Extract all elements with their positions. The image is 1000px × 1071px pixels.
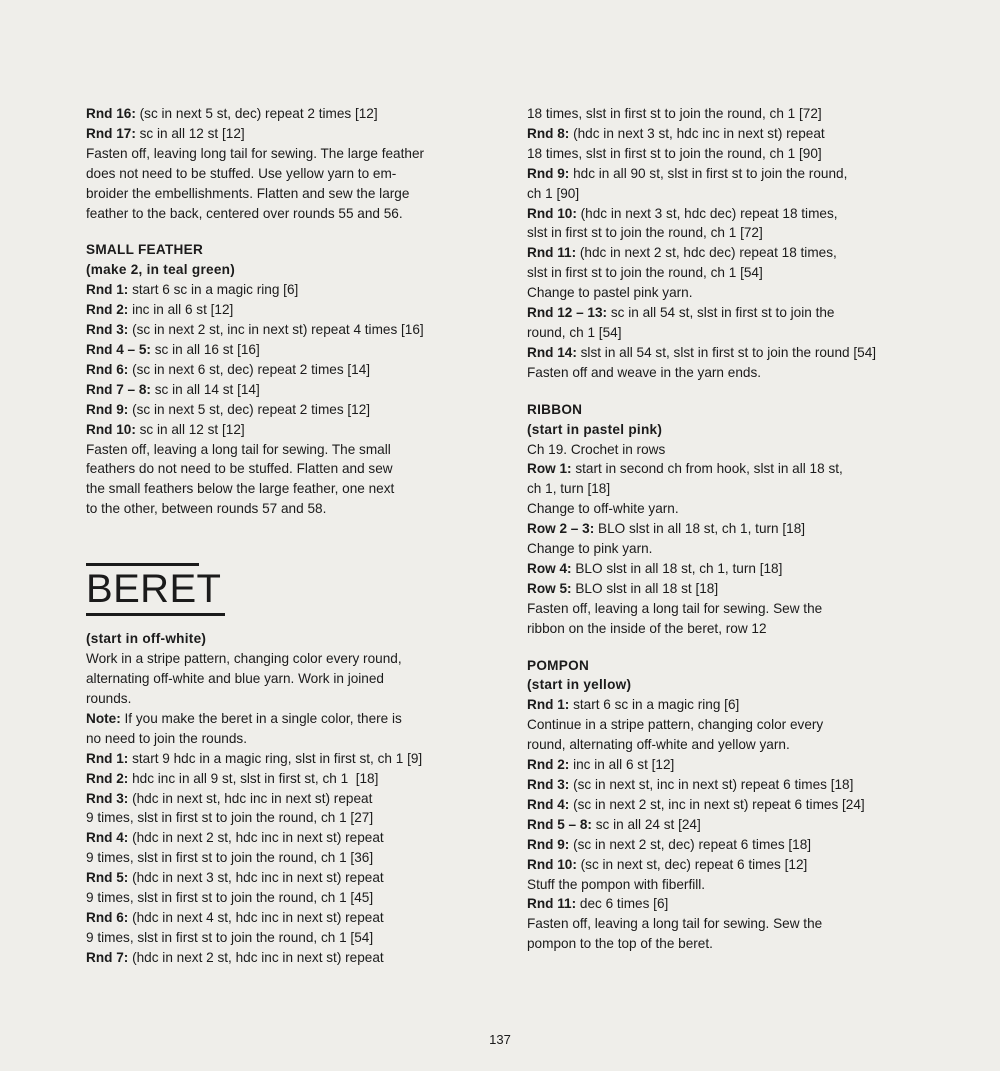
instruction-label: Note:	[86, 710, 121, 726]
instruction-text: Work in a stripe pattern, changing color every round,	[86, 651, 402, 667]
instruction-text: BLO slst in all 18 st, ch 1, turn [18]	[594, 521, 806, 537]
instruction-label: Rnd 16:	[86, 106, 136, 121]
instruction-line	[527, 894, 914, 914]
instruction-line	[86, 104, 473, 124]
instruction-line	[527, 164, 914, 184]
instruction-line	[86, 769, 473, 789]
small-feather-instructions	[86, 280, 473, 519]
instruction-line	[86, 808, 473, 828]
instruction-text: (sc in next st, dec) repeat 6 times [12]	[576, 856, 808, 872]
instruction-text: start 9 hdc in a magic ring, slst in first st, ch 1 [9]	[128, 750, 423, 766]
instruction-label: Rnd 5 – 8:	[527, 816, 592, 832]
instruction-label: Rnd 5:	[86, 870, 129, 886]
pompon-instructions	[527, 695, 914, 954]
instruction-label: Rnd 14:	[527, 344, 577, 360]
instruction-line	[527, 204, 914, 224]
instruction-text: (sc in next 2 st, inc in next st) repeat 6 times [24]	[569, 796, 865, 812]
title-rule-top	[86, 563, 199, 566]
instruction-label: Row 2 – 3:	[527, 521, 595, 537]
instruction-line	[86, 164, 473, 184]
instruction-line	[527, 875, 914, 895]
instruction-text: sc in all 54 st, slst in first st to join the	[607, 305, 835, 321]
instruction-line	[86, 340, 473, 360]
instruction-text: (sc in next 5 st, dec) repeat 2 times [12]	[135, 106, 378, 121]
ribbon-subheading: (start in pastel pink)	[527, 421, 663, 437]
spacer	[527, 639, 914, 656]
instruction-line	[527, 559, 914, 579]
instruction-text: (hdc in next 3 st, hdc inc in next st) repeat	[128, 870, 384, 886]
spacer	[86, 616, 473, 629]
instruction-line	[527, 775, 914, 795]
instruction-text: (hdc in next 2 st, hdc dec) repeat 18 times,	[576, 245, 837, 261]
instruction-line	[527, 519, 914, 539]
instruction-label: Rnd 1:	[527, 697, 570, 713]
instruction-label: Row 1:	[527, 461, 572, 477]
instruction-label: Rnd 10:	[86, 421, 136, 437]
instruction-line	[527, 815, 914, 835]
instruction-text: Ch 19. Crochet in rows	[527, 441, 666, 457]
two-column-layout	[86, 104, 914, 968]
pompon-subheading: (start in yellow)	[527, 677, 632, 693]
instruction-line	[86, 789, 473, 809]
right-column	[527, 104, 914, 954]
instruction-line	[86, 300, 473, 320]
instruction-text: 9 times, slst in first st to join the round, ch 1 [36]	[86, 850, 374, 866]
beret-subheading: (start in off-white)	[86, 631, 207, 647]
small-feather-subheading: (make 2, in teal green)	[86, 262, 236, 278]
instruction-text: BLO slst in all 18 st [18]	[571, 580, 719, 596]
instruction-line	[86, 280, 473, 300]
instruction-label: Rnd 9:	[86, 401, 129, 417]
instruction-label: Rnd 11:	[527, 245, 577, 261]
instruction-text: start 6 sc in a magic ring [6]	[128, 282, 299, 298]
instruction-line	[527, 755, 914, 775]
instruction-label: Rnd 3:	[86, 790, 129, 806]
instruction-text: does not need to be stuffed. Use yellow yarn to em-	[86, 165, 397, 181]
instruction-label: Rnd 7 – 8:	[86, 381, 151, 397]
instruction-line	[86, 400, 473, 420]
instruction-line	[86, 124, 473, 144]
instruction-text: round, ch 1 [54]	[527, 324, 622, 340]
instruction-text: (hdc in next 3 st, hdc inc in next st) repeat	[569, 125, 825, 141]
instruction-text: inc in all 6 st [12]	[128, 302, 234, 318]
instruction-line	[86, 184, 473, 204]
instruction-line	[527, 499, 914, 519]
instruction-line	[527, 184, 914, 204]
beret-title: BERET	[86, 568, 225, 616]
instruction-line	[527, 124, 914, 144]
instruction-text: sc in all 12 st [12]	[135, 421, 245, 437]
instruction-line	[527, 440, 914, 460]
instruction-text: Fasten off, leaving long tail for sewing. The large feather	[86, 145, 425, 161]
instruction-line	[86, 440, 473, 460]
instruction-text: hdc in all 90 st, slst in first st to join the round,	[569, 165, 848, 181]
instruction-text: Change to off-white yarn.	[527, 501, 679, 517]
instruction-label: Rnd 6:	[86, 361, 129, 377]
instruction-line	[86, 144, 473, 164]
spacer	[527, 383, 914, 400]
instruction-label: Rnd 17:	[86, 125, 136, 141]
instruction-text: 18 times, slst in first st to join the round, ch 1 [90]	[527, 145, 822, 161]
instruction-text: 9 times, slst in first st to join the round, ch 1 [45]	[86, 890, 374, 906]
instruction-line	[86, 749, 473, 769]
instruction-text: ch 1 [90]	[527, 185, 580, 201]
instruction-text: start 6 sc in a magic ring [6]	[569, 697, 740, 713]
instruction-text: Change to pastel pink yarn.	[527, 285, 693, 301]
instruction-line	[527, 914, 914, 934]
instruction-line	[86, 868, 473, 888]
small-feather-heading: SMALL FEATHER	[86, 242, 204, 258]
instruction-line	[527, 223, 914, 243]
instruction-text: round, alternating off-white and yellow yarn.	[527, 737, 790, 753]
instruction-text: alternating off-white and blue yarn. Work in joined	[86, 671, 384, 687]
instruction-line	[527, 343, 914, 363]
instruction-line	[527, 735, 914, 755]
instruction-line	[527, 715, 914, 735]
instruction-text: (hdc in next 4 st, hdc inc in next st) repeat	[128, 910, 384, 925]
instruction-line	[527, 795, 914, 815]
instruction-text: Fasten off, leaving a long tail for sewing. Sew the	[527, 916, 823, 932]
instruction-label: Rnd 2:	[527, 757, 570, 773]
instruction-text: start in second ch from hook, slst in all 18 st,	[571, 461, 843, 477]
instruction-text: (hdc in next st, hdc inc in next st) repeat	[128, 790, 373, 806]
instruction-text: Continue in a stripe pattern, changing color every	[527, 717, 824, 733]
large-feather-ending-block	[86, 104, 473, 223]
page-number: 137	[489, 1032, 511, 1047]
instruction-text: Fasten off, leaving a long tail for sewing. Sew the	[527, 600, 823, 616]
instruction-line	[527, 934, 914, 954]
instruction-line	[527, 539, 914, 559]
instruction-label: Rnd 4:	[86, 830, 129, 846]
instruction-label: Rnd 2:	[86, 302, 129, 318]
instruction-line	[86, 649, 473, 669]
instruction-label: Rnd 4 – 5:	[86, 341, 151, 357]
instruction-text: ribbon on the inside of the beret, row 12	[527, 620, 767, 636]
instruction-label: Rnd 9:	[527, 165, 570, 181]
instruction-line	[527, 579, 914, 599]
instruction-text: (sc in next st, inc in next st) repeat 6 times [18]	[569, 777, 854, 792]
instruction-line	[527, 283, 914, 303]
instruction-line	[527, 695, 914, 715]
instruction-text: rounds.	[86, 691, 132, 707]
instruction-line	[527, 263, 914, 283]
instruction-label: Rnd 7:	[86, 949, 129, 965]
instruction-line	[86, 420, 473, 440]
instruction-line	[86, 320, 473, 340]
instruction-label: Rnd 4:	[527, 796, 570, 812]
instruction-line	[86, 360, 473, 380]
instruction-line	[86, 848, 473, 868]
instruction-text: slst in all 54 st, slst in first st to join the round [54]	[576, 344, 877, 360]
pompon-heading: POMPON	[527, 657, 590, 673]
instruction-text: sc in all 12 st [12]	[135, 125, 245, 141]
instruction-line	[86, 828, 473, 848]
ribbon-instructions	[527, 440, 914, 639]
instruction-line	[86, 380, 473, 400]
instruction-text: (sc in next 2 st, inc in next st) repeat 4 times [16]	[128, 322, 424, 338]
instruction-line	[86, 948, 473, 968]
instruction-label: Rnd 9:	[527, 836, 570, 852]
instruction-line	[527, 835, 914, 855]
left-column	[86, 104, 473, 968]
instruction-text: (sc in next 2 st, dec) repeat 6 times [18]	[569, 836, 812, 852]
spacer	[86, 223, 473, 240]
instruction-text: 9 times, slst in first st to join the round, ch 1 [54]	[86, 929, 374, 945]
instruction-text: slst in first st to join the round, ch 1 [54]	[527, 265, 763, 281]
instruction-label: Rnd 10:	[527, 205, 577, 221]
instruction-label: Rnd 3:	[527, 777, 570, 792]
beret-title-block	[86, 563, 473, 616]
instruction-line	[527, 243, 914, 263]
instruction-text: no need to join the rounds.	[86, 730, 247, 746]
instruction-label: Rnd 10:	[527, 856, 577, 872]
instruction-label: Row 5:	[527, 580, 572, 596]
instruction-text: 18 times, slst in first st to join the round, ch 1 [72]	[527, 106, 822, 121]
instruction-text: sc in all 16 st [16]	[150, 341, 260, 357]
instruction-text: If you make the beret in a single color, there is	[120, 710, 402, 726]
instruction-label: Rnd 12 – 13:	[527, 305, 608, 321]
instruction-text: the small feathers below the large feather, one next	[86, 481, 395, 497]
instruction-label: Rnd 11:	[527, 896, 577, 912]
instruction-text: Fasten off, leaving a long tail for sewing. The small	[86, 441, 391, 457]
instruction-text: Stuff the pompon with fiberfill.	[527, 876, 706, 892]
ribbon-heading: RIBBON	[527, 401, 583, 417]
instruction-line	[86, 459, 473, 479]
instruction-line	[527, 599, 914, 619]
instruction-text: feathers do not need to be stuffed. Flatten and sew	[86, 461, 393, 477]
instruction-text: pompon to the top of the beret.	[527, 936, 713, 952]
instruction-text: sc in all 24 st [24]	[591, 816, 701, 832]
instruction-text: (sc in next 5 st, dec) repeat 2 times [12]	[128, 401, 371, 417]
instruction-label: Rnd 2:	[86, 770, 129, 786]
instruction-text: Fasten off and weave in the yarn ends.	[527, 364, 762, 380]
instruction-line	[86, 689, 473, 709]
instruction-line	[86, 204, 473, 224]
instruction-line	[527, 855, 914, 875]
instruction-text: 9 times, slst in first st to join the round, ch 1 [27]	[86, 810, 374, 826]
instruction-text: slst in first st to join the round, ch 1 [72]	[527, 225, 763, 241]
instruction-line	[86, 479, 473, 499]
instruction-text: BLO slst in all 18 st, ch 1, turn [18]	[571, 560, 783, 576]
instruction-line	[86, 908, 473, 928]
instruction-line	[86, 888, 473, 908]
instruction-line	[527, 323, 914, 343]
instruction-line	[86, 729, 473, 749]
instruction-text: dec 6 times [6]	[576, 896, 669, 912]
instruction-text: hdc inc in all 9 st, slst in first st, ch 1 [18]	[128, 770, 379, 786]
instruction-text: Change to pink yarn.	[527, 541, 653, 557]
instruction-line	[527, 303, 914, 323]
instruction-line	[527, 619, 914, 639]
instruction-label: Rnd 8:	[527, 125, 570, 141]
instruction-text: broider the embellishments. Flatten and sew the large	[86, 185, 410, 201]
instruction-text: ch 1, turn [18]	[527, 481, 611, 497]
instruction-line	[86, 709, 473, 729]
beret-instructions	[86, 649, 473, 968]
instruction-text: sc in all 14 st [14]	[150, 381, 260, 397]
instruction-label: Rnd 1:	[86, 282, 129, 298]
instruction-line	[527, 144, 914, 164]
instruction-text: to the other, between rounds 57 and 58.	[86, 501, 327, 517]
instruction-line	[527, 363, 914, 383]
beret-instructions-continued	[527, 104, 914, 383]
instruction-text: feather to the back, centered over rounds 55 and 56.	[86, 205, 403, 221]
instruction-line	[527, 459, 914, 479]
instruction-line	[86, 928, 473, 948]
instruction-text: (hdc in next 3 st, hdc dec) repeat 18 times,	[576, 205, 838, 221]
instruction-text: (sc in next 6 st, dec) repeat 2 times [14]	[128, 361, 371, 377]
instruction-line	[86, 669, 473, 689]
instruction-label: Rnd 3:	[86, 322, 129, 338]
instruction-text: inc in all 6 st [12]	[569, 757, 675, 773]
instruction-label: Rnd 1:	[86, 750, 129, 766]
instruction-line	[86, 499, 473, 519]
instruction-text: (hdc in next 2 st, hdc inc in next st) repeat	[128, 830, 384, 846]
instruction-line	[527, 479, 914, 499]
instruction-line	[527, 104, 914, 124]
instruction-label: Row 4:	[527, 560, 572, 576]
instruction-label: Rnd 6:	[86, 910, 129, 925]
instruction-text: (hdc in next 2 st, hdc inc in next st) repeat	[128, 949, 384, 965]
